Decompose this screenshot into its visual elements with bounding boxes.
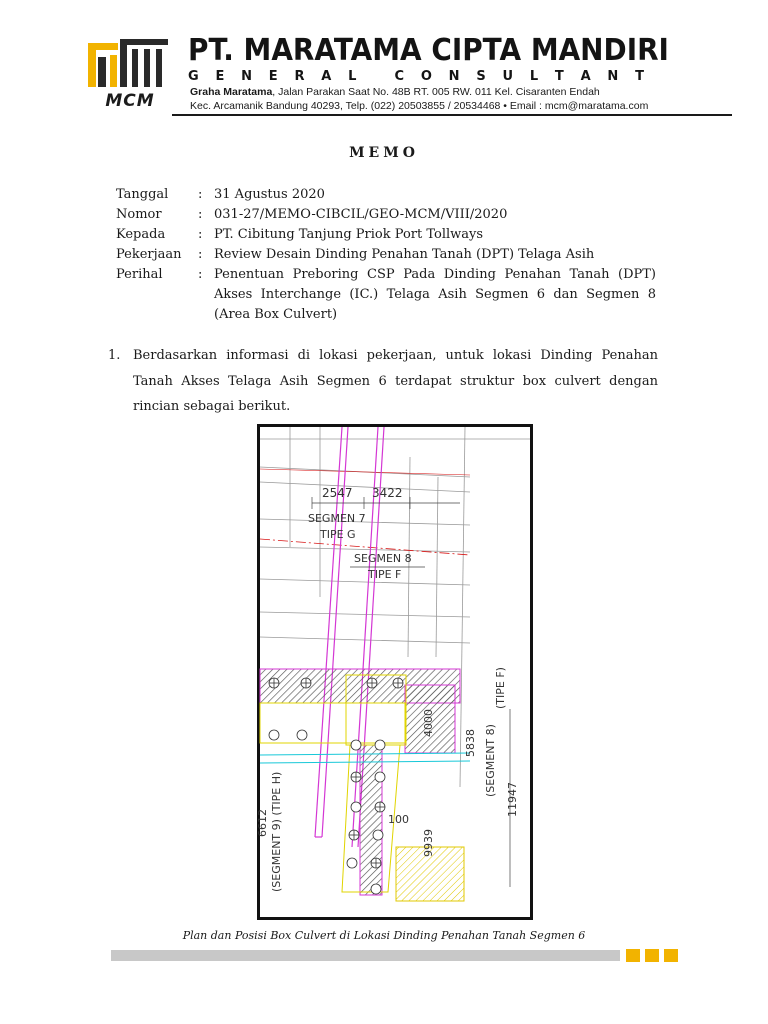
field-label: Kepada — [116, 227, 166, 242]
address-line-2: Kec. Arcamanik Bandung 40293, Telp. (022) 20503855 / 20534468 • Email : mcm@maratama.com — [190, 100, 649, 112]
company-name: PT. MARATAMA CIPTA MANDIRI — [188, 33, 669, 68]
paragraph-number: 1. — [108, 348, 121, 363]
field-colon: : — [198, 267, 203, 282]
address-street: , Jalan Parakan Saat No. 48B RT. 005 RW. 011 Kel. Cisaranten Endah — [272, 86, 600, 98]
type-label: TIPE G — [320, 528, 356, 541]
field-nomor — [116, 205, 656, 225]
tagline-letter: L — [348, 69, 357, 84]
box-culvert-plan-drawing — [257, 424, 533, 920]
tagline-letter: T — [635, 69, 644, 84]
field-kepada — [116, 225, 656, 245]
footer-bar — [111, 950, 620, 961]
type-label: (TIPE F) — [494, 667, 507, 709]
dim-label: 11947 — [506, 782, 519, 817]
type-label: TIPE F — [368, 568, 402, 581]
address-line-1 — [190, 86, 600, 98]
tagline-letter: N — [241, 69, 253, 84]
field-colon: : — [198, 247, 203, 262]
field-colon: : — [198, 227, 203, 242]
dim-label: 2547 — [322, 486, 353, 500]
tagline-letter: E — [215, 69, 225, 84]
tagline-letter — [373, 69, 378, 84]
footer-square — [645, 949, 659, 962]
tagline-letter: N — [448, 69, 460, 84]
tagline-letter: A — [321, 69, 332, 84]
dim-label: 5838 — [464, 729, 477, 757]
footer-square — [664, 949, 678, 962]
tagline-letter: N — [607, 69, 619, 84]
field-pekerjaan — [116, 245, 656, 265]
tagline-letter: A — [580, 69, 591, 84]
dim-label: 4000 — [422, 709, 435, 737]
drawing-canvas — [256, 427, 530, 917]
paragraph-text: Berdasarkan informasi di lokasi pekerjaan, untuk lokasi Dinding Penahan Tanah Akses Telaga Asih Segmen 6 terdapat struktur box culvert dengan rincian sebagai berikut. — [133, 348, 658, 414]
address-building: Graha Maratama — [190, 86, 273, 98]
field-colon: : — [198, 187, 203, 202]
dim-label: 6612 — [256, 809, 269, 837]
field-value: PT. Cibitung Tanjung Priok Port Tollways — [214, 227, 484, 242]
letterhead — [84, 33, 669, 121]
tagline-letter: U — [502, 69, 514, 84]
memo-header-fields — [116, 185, 656, 325]
tagline-letter: G — [188, 69, 199, 84]
field-label: Nomor — [116, 207, 162, 222]
segment-label: (SEGMENT 8) — [484, 724, 497, 797]
field-label: Pekerjaan — [116, 247, 182, 262]
body-paragraph-1 — [108, 343, 658, 420]
logo-wordmark: MCM — [105, 91, 155, 111]
field-value: Penentuan Preboring CSP Pada Dinding Penahan Tanah (DPT) Akses Interchange (IC.) Telaga Asih Segmen 6 dan Segmen 8 (Area Box Culvert) — [214, 267, 656, 322]
tagline-letter: S — [476, 69, 486, 84]
tagline-letter: O — [420, 69, 432, 84]
company-tagline — [188, 69, 644, 84]
tagline-letter: L — [529, 69, 539, 84]
field-label: Perihal — [116, 267, 163, 282]
segment-label: SEGMEN 7 — [308, 512, 366, 525]
field-label: Tanggal — [116, 187, 169, 202]
tagline-letter: E — [268, 69, 278, 84]
segment-label: SEGMEN 8 — [354, 552, 412, 565]
field-perihal — [116, 265, 656, 325]
field-value: Review Desain Dinding Penahan Tanah (DPT) Telaga Asih — [214, 247, 595, 262]
tagline-letter: T — [554, 69, 564, 84]
tagline-letter: C — [394, 69, 405, 84]
dim-label: 100 — [388, 813, 409, 826]
tagline-letter: R — [294, 69, 305, 84]
segment-label: (SEGMENT 9) (TIPE H) — [270, 771, 283, 892]
field-value: 031-27/MEMO-CIBCIL/GEO-MCM/VIII/2020 — [214, 207, 508, 222]
field-value: 31 Agustus 2020 — [214, 187, 325, 202]
dim-label: 3422 — [372, 486, 403, 500]
dim-label: 9939 — [422, 829, 435, 857]
footer-square — [626, 949, 640, 962]
field-tanggal — [116, 185, 656, 205]
memo-title: MEMO — [349, 145, 419, 161]
figure-caption: Plan dan Posisi Box Culvert di Lokasi Dinding Penahan Tanah Segmen 6 — [182, 929, 586, 942]
letterhead-rule — [172, 114, 732, 116]
field-colon: : — [198, 207, 203, 222]
